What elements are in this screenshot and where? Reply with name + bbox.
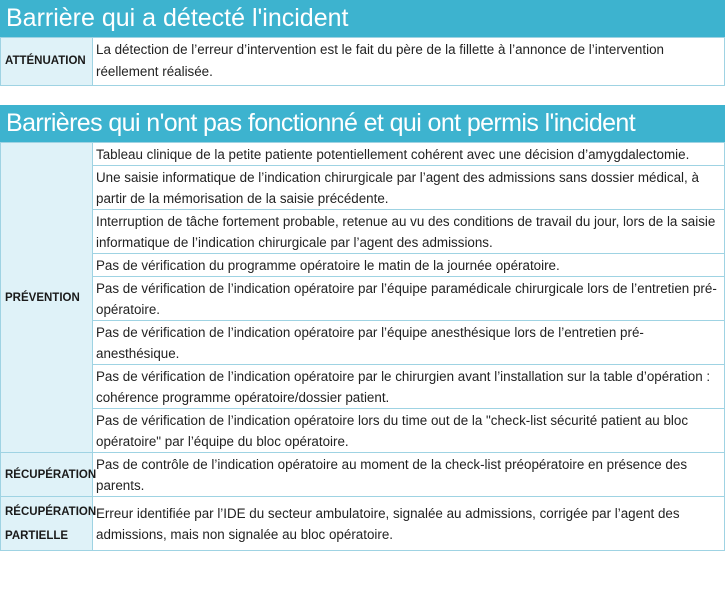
table-row [1, 497, 725, 551]
detected-barrier-table [0, 37, 725, 86]
description-cell: La détection de l’erreur d’intervention est le fait du père de la fillette à l’annonce de l’intervention réellement réalisée. [93, 38, 725, 86]
description-cell: Tableau clinique de la petite patiente potentiellement cohérent avec une décision d’amygdalectomie. [93, 143, 725, 166]
table-row [1, 409, 725, 453]
detected-barrier-section [0, 0, 725, 86]
description-cell: Erreur identifiée par l’IDE du secteur ambulatoire, signalée au admissions, corrigée par l’agent des admissions, mais non signalée au bloc opératoire. [93, 497, 725, 551]
table-row [1, 277, 725, 321]
table-row [1, 38, 725, 86]
description-cell: Interruption de tâche fortement probable, retenue au vu des conditions de travail du jour, lors de la saisie informatique de l’indication chirurgicale par l’agent des admissions. [93, 210, 725, 254]
description-cell: Pas de vérification de l’indication opératoire par l’équipe anesthésique lors de l’entretien pré-anesthésique. [93, 321, 725, 365]
table-row [1, 321, 725, 365]
failed-barriers-table [0, 142, 725, 551]
category-cell [1, 497, 97, 551]
description-cell: Une saisie informatique de l’indication chirurgicale par l’agent des admissions sans dossier médical, à partir de la mémorisation de la saisie précédente. [93, 166, 725, 210]
description-cell: Pas de vérification de l’indication opératoire par l’équipe paramédicale chirurgicale lors de l’entretien pré-opératoire. [93, 277, 725, 321]
category-line: PARTIELLE [5, 529, 69, 542]
category-cell: RÉCUPÉRATION [1, 453, 93, 497]
description-cell: Pas de vérification de l’indication opératoire lors du time out de la "check-list sécurité patient au bloc opératoire" par l’équipe du bloc opératoire. [93, 409, 725, 453]
table-row [1, 254, 725, 277]
table-row [1, 365, 725, 409]
table-row [1, 453, 725, 497]
table-row [1, 210, 725, 254]
failed-barriers-title: Barrières qui n'ont pas fonctionné et qui ont permis l'incident [0, 105, 725, 142]
category-line: RÉCUPÉRATION [5, 505, 97, 518]
description-cell: Pas de contrôle de l’indication opératoire au moment de la check-list préopératoire en présence des parents. [93, 453, 725, 497]
category-cell: ATTÉNUATION [1, 38, 93, 86]
description-cell: Pas de vérification du programme opératoire le matin de la journée opératoire. [93, 254, 725, 277]
failed-barriers-section [0, 105, 725, 551]
table-row [1, 166, 725, 210]
detected-barrier-title: Barrière qui a détecté l'incident [0, 0, 725, 37]
table-row [1, 143, 725, 166]
category-cell: PRÉVENTION [1, 143, 93, 453]
description-cell: Pas de vérification de l’indication opératoire par le chirurgien avant l’installation sur la table d’opération : cohérence programme opératoire/dossier patient. [93, 365, 725, 409]
